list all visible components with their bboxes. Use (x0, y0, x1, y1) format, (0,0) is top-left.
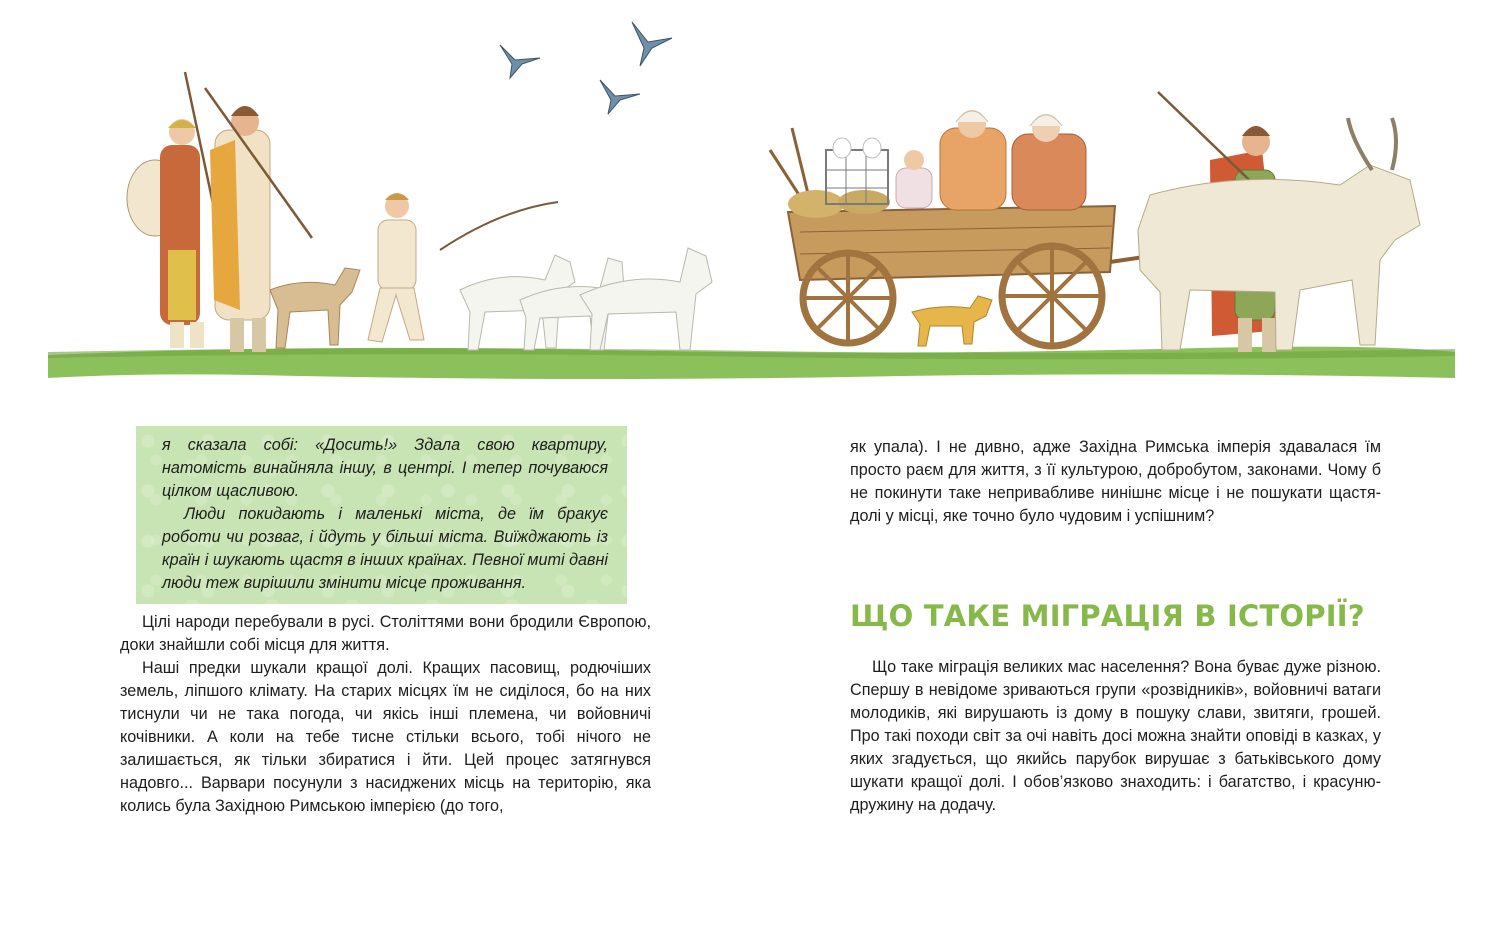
right-column-top (850, 436, 1381, 528)
man-with-spear (205, 88, 312, 352)
callout-paragraph-2: Люди покидають і маленькі міста, де їм бракує роботи чи розваг, і йдуть у більші міста. Виїжджають із країн і шукають щастя в інших країнах. Певної миті давні люди теж вирішили змінити місце проживання. (162, 505, 608, 592)
dog-left (270, 268, 360, 348)
bird-2 (632, 22, 672, 66)
bird-3 (600, 80, 640, 114)
callout-paragraph-1: я сказала собі: «Досить!» Здала свою квартиру, натомість винайняла іншу, в центрі. І тепер почуваюся цілком щасливою. (162, 436, 608, 500)
left-column (120, 611, 651, 818)
birds (500, 22, 672, 114)
left-paragraph-2: Наші предки шукали кращої долі. Кращих пасовищ, родючіших земель, ліпшого клімату. На старих місцях їм не сиділося, бо на них тиснули чи не така погода, чи якісь інші племена, чи войовничі кочівники. А коли на тебе тисне стільки всього, тобі нічого не залишається, як тільки збиратися і йти. Цей процес затягнувся надовго... Варвари посунули з насиджених місць на територію, яка колись була Західною Римською імперією (до того, (120, 659, 651, 815)
ox (1138, 118, 1420, 350)
right-paragraph-1: як упала). І не дивно, адже Західна Римська імперія здавалася їм просто раєм для життя, з її культурою, добробутом, законами. Чому б не покинути таке непривабливе нинішнє місце і не пошукати щастя-долі у місці, яке точно було чудовим і успішним? (850, 438, 1381, 525)
right-column-bottom (850, 656, 1381, 817)
migration-illustration (0, 0, 1500, 400)
dog-yellow (912, 296, 992, 346)
left-paragraph-1: Цілі народи перебували в русі. Століттями вони бродили Європою, доки знайшли собі місця для життя. (120, 613, 651, 654)
right-paragraph-2: Що таке міграція великих мас населення? Вона буває дуже різною. Спершу в невідоме зриваються групи «розвідників», войовничі ватаги молодиків, які вирушають із дому в пошуку слави, звитяги, грошей. Про такі походи світ за очі навіть досі можна знайти оповіді в казках, у яких згадується, що якийсь парубок вирушає з батьківського дому шукати кращої долі. І обов’язково знаходить: і багатство, і красуню-дружину на додачу. (850, 658, 1381, 814)
goats (460, 248, 712, 350)
section-heading: ЩО ТАКЕ МІГРАЦІЯ В ІСТОРІЇ? (850, 599, 1365, 633)
callout-text (162, 434, 608, 595)
bird-1 (500, 45, 540, 78)
goat-3 (580, 248, 712, 350)
woman-with-sack (127, 72, 225, 348)
